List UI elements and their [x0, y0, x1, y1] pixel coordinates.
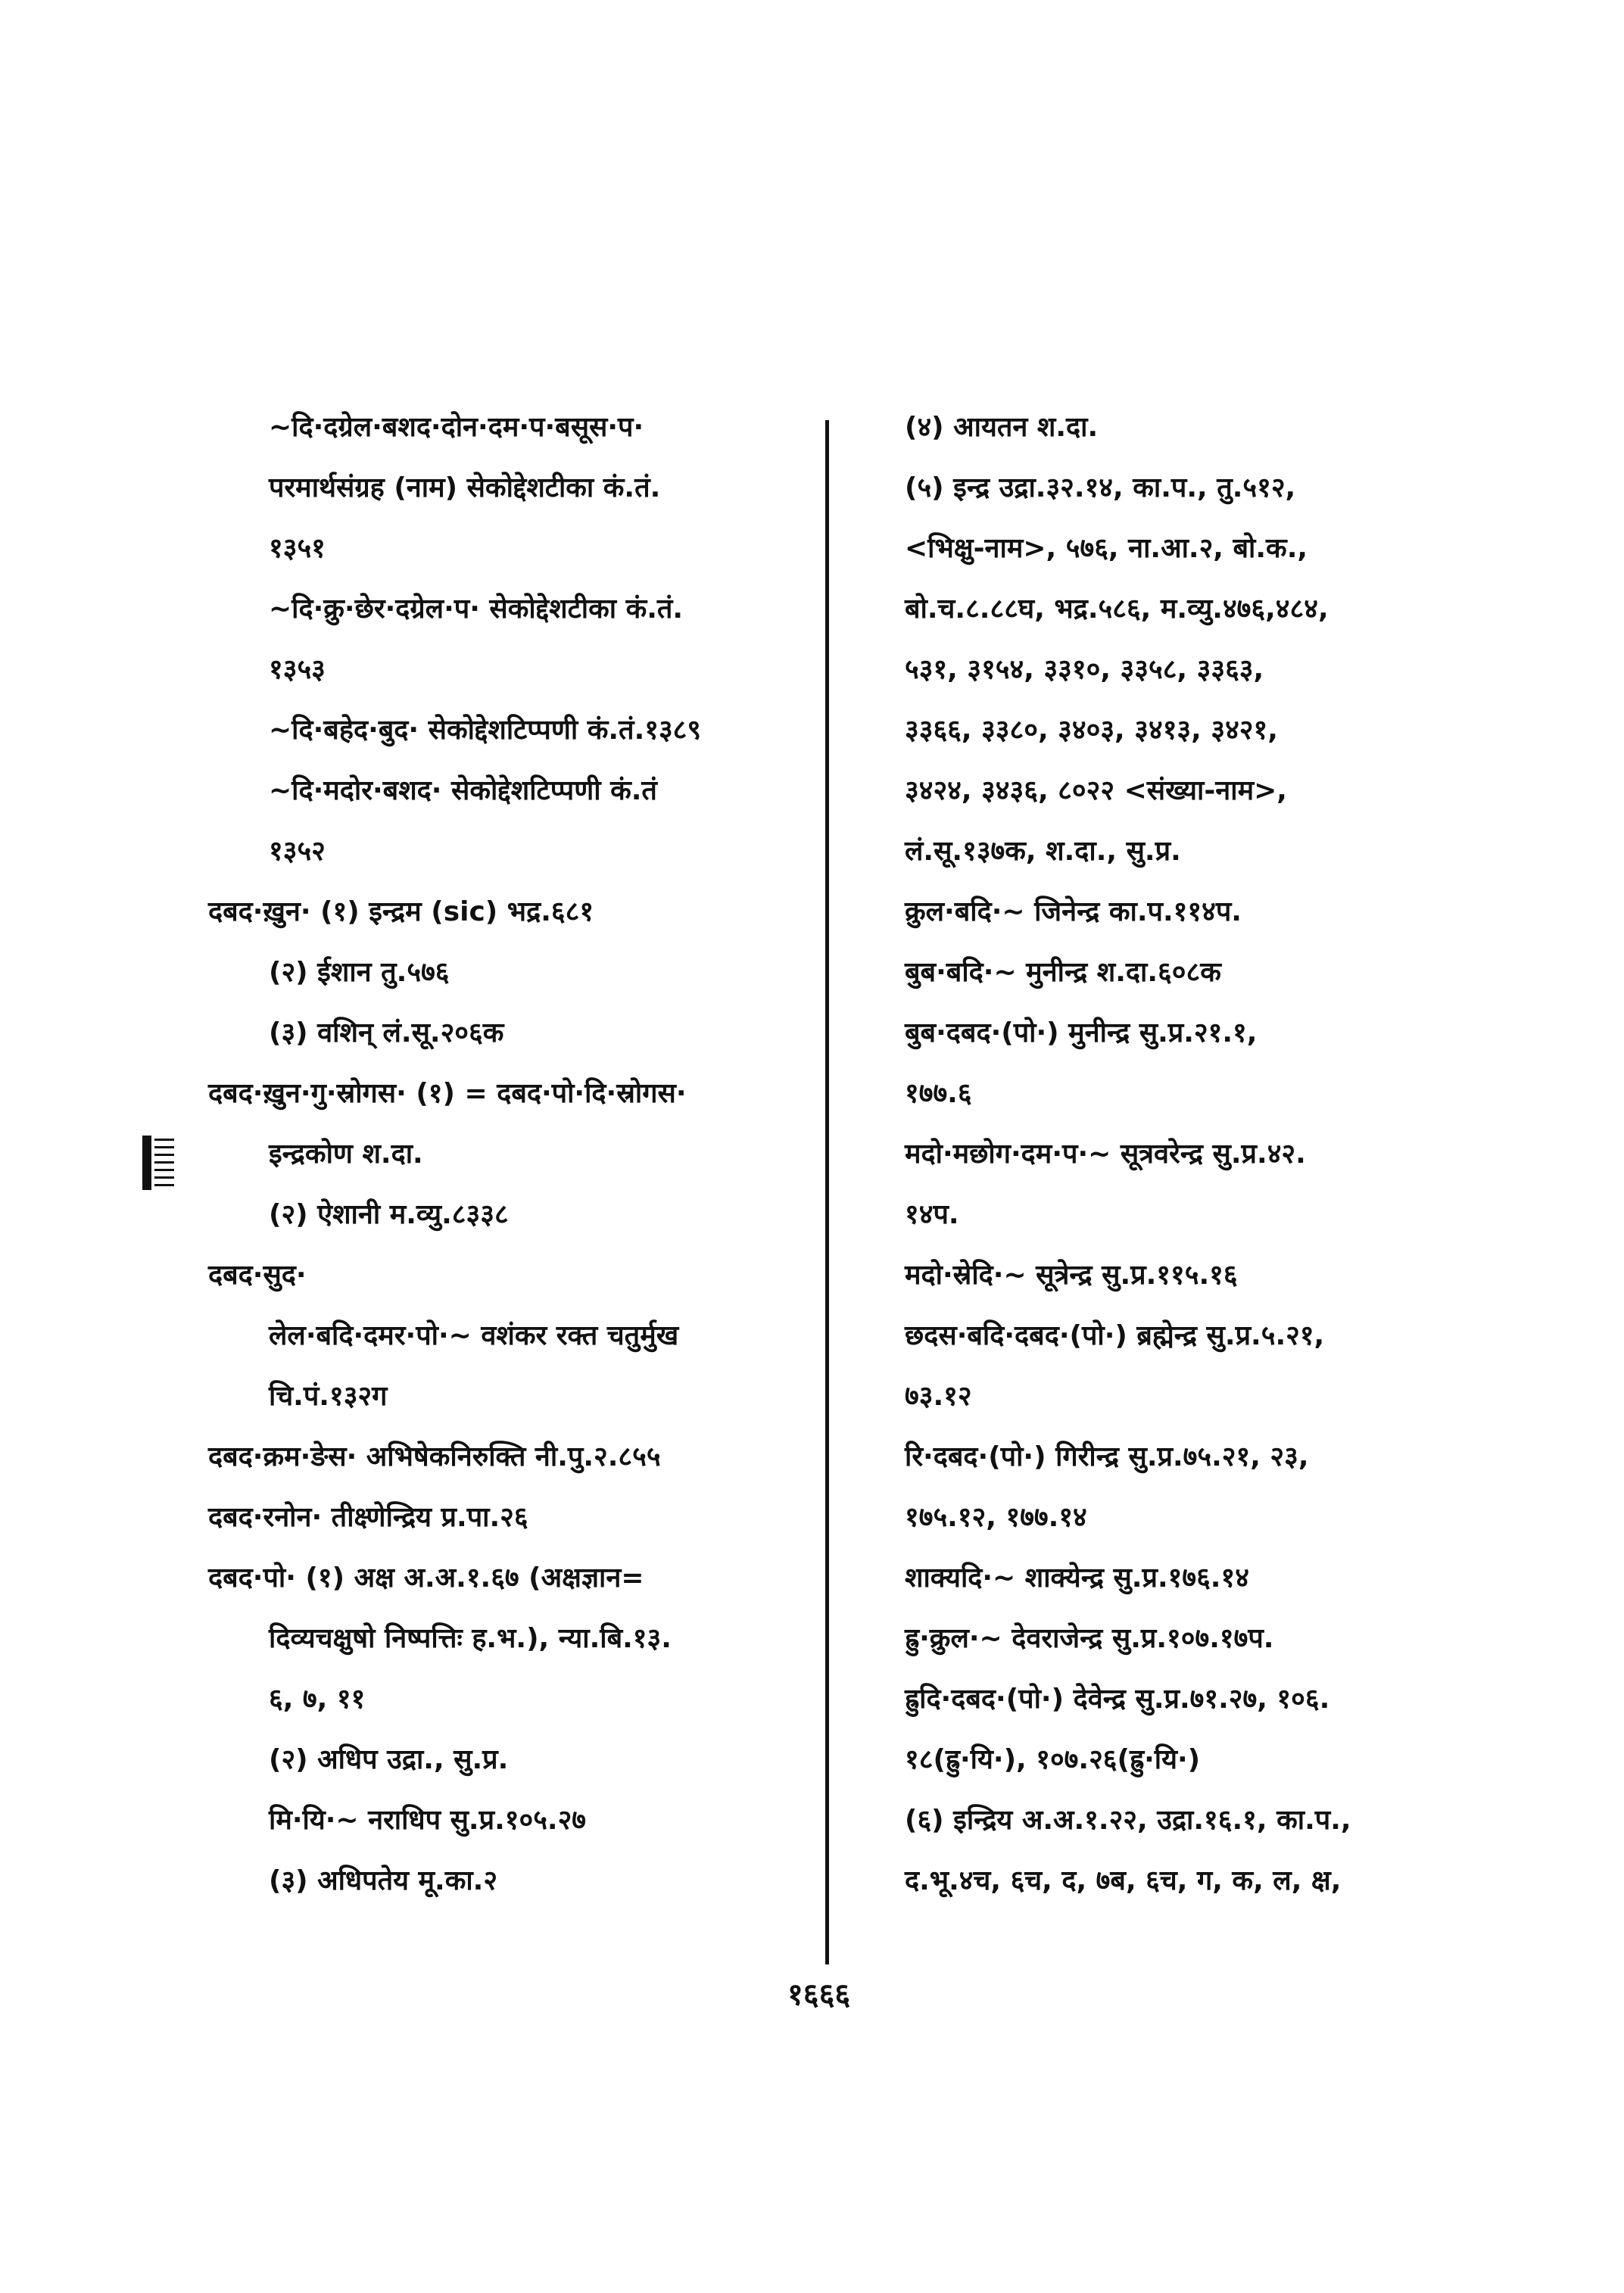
- entry-line: (५) इन्द्र उद्रा.३२.१४, का.प., तु.५१२,: [905, 472, 1296, 503]
- entry-line: (२) ऐशानी म.व्यु.८३३८: [269, 1199, 509, 1230]
- entry-line: शाक्यदि·~ शाक्येन्द्र सु.प्र.१७६.१४: [905, 1562, 1249, 1594]
- entry-line: बुब·बदि·~ मुनीन्द्र श.दा.६०८क: [905, 957, 1221, 988]
- entry-line: ~दि·दग्रेल·बशद·दोन·दम·प·बसूस·प·: [269, 412, 644, 443]
- entry-line: <भिक्षु-नाम>, ५७६, ना.आ.२, बो.क.,: [905, 533, 1308, 564]
- entry-line: (४) आयतन श.दा.: [905, 412, 1099, 443]
- entry-line: ह्रुदि·दबद·(पो·) देवेन्द्र सु.प्र.७१.२७, १०६.: [905, 1684, 1330, 1715]
- entry-line: १३५२: [269, 836, 326, 867]
- headword-line: दबद·ख़ुन·गु·स्रोगस· (१) = दबद·पो·दि·स्रोगस·: [208, 1078, 687, 1109]
- entry-line: बुब·दबद·(पो·) मुनीन्द्र सु.प्र.२१.१,: [905, 1017, 1258, 1048]
- entry-line: १७७.६: [905, 1078, 972, 1109]
- entry-line: छदस·बदि·दबद·(पो·) ब्रह्मेन्द्र सु.प्र.५.२१,: [905, 1320, 1325, 1351]
- entry-line: इन्द्रकोण श.दा.: [269, 1139, 423, 1170]
- headword-line: दबद·क्रम·ङेस· अभिषेकनिरुक्ति नी.पु.२.८५५: [208, 1441, 661, 1472]
- entry-line: ३४२४, ३४३६, ८०२२ <संख्या-नाम>,: [905, 775, 1287, 806]
- entry-line: १३५३: [269, 654, 326, 685]
- entry-line: १७५.१२, १७७.१४: [905, 1502, 1087, 1533]
- entry-line: लं.सू.१३७क, श.दा., सु.प्र.: [905, 836, 1181, 867]
- headword-line: दबद·पो· (१) अक्ष अ.अ.१.६७ (अक्षज्ञान=: [208, 1562, 644, 1594]
- entry-line: मदो·मछोग·दम·प·~ सूत्रवरेन्द्र सु.प्र.४२.: [905, 1139, 1306, 1170]
- entry-line: (६) इन्द्रिय अ.अ.१.२२, उद्रा.१६.१, का.प.,: [905, 1805, 1351, 1836]
- entry-line: रि·दबद·(पो·) गिरीन्द्र सु.प्र.७५.२१, २३,: [905, 1441, 1309, 1472]
- entry-line: ~दि·मदोर·बशद· सेकोद्देशटिप्पणी कं.तं: [269, 775, 657, 806]
- entry-line: १४प.: [905, 1199, 959, 1230]
- entry-line: ~दि·क्रु·छेर·दग्रेल·प· सेकोद्देशटीका कं.तं.: [269, 594, 684, 625]
- entry-line: मि·यि·~ नराधिप सु.प्र.१०५.२७: [269, 1805, 587, 1836]
- entry-line: लेल·बदि·दमर·पो·~ वशंकर रक्त चतुर्मुख: [269, 1320, 679, 1351]
- entry-line: ७३.१२: [905, 1381, 972, 1412]
- entry-line: बो.च.८.८८घ, भद्र.५८६, म.व्यु.४७६,४८४,: [905, 594, 1329, 625]
- entry-line: ~दि·बहेद·बुद· सेकोद्देशटिप्पणी कं.तं.१३८९: [269, 715, 702, 746]
- entry-line: क्रुल·बदि·~ जिनेन्द्र का.प.११४प.: [905, 896, 1242, 927]
- entry-line: दिव्यचक्षुषो निष्पत्तिः ह.भ.), न्या.बि.१३.: [269, 1623, 672, 1654]
- entry-line: मदो·स्रेदि·~ सूत्रेन्द्र सु.प्र.११५.१६: [905, 1260, 1238, 1291]
- page-number: १६६६: [787, 1977, 851, 2012]
- entry-line: ३३६६, ३३८०, ३४०३, ३४१३, ३४२१,: [905, 715, 1278, 746]
- entry-line: ५३१, ३१५४, ३३१०, ३३५८, ३३६३,: [905, 654, 1264, 685]
- entry-line: ६, ७, ११: [269, 1684, 366, 1715]
- entry-line: (२) ईशान तु.५७६: [269, 957, 450, 988]
- entry-line: १३५१: [269, 533, 326, 564]
- entry-line: परमार्थसंग्रह (नाम) सेकोद्देशटीका कं.तं.: [269, 472, 661, 503]
- entry-line: चि.पं.१३२ग: [269, 1381, 388, 1412]
- headword-line: दबद·ख़ुन· (१) इन्द्रम (sic) भद्र.६८१: [208, 896, 594, 927]
- entry-line: ह्रु·क्रुल·~ देवराजेन्द्र सु.प्र.१०७.१७प.: [905, 1623, 1274, 1654]
- headword-line: दबद·सुद·: [208, 1260, 307, 1291]
- entry-line: (३) अधिपतेय मू.का.२: [269, 1865, 498, 1896]
- entry-line: द.भू.४च, ६च, द, ७ब, ६च, ग, क, ल, क्ष,: [905, 1865, 1342, 1896]
- margin-marker-icon: [142, 1136, 176, 1190]
- entry-line: (२) अधिप उद्रा., सु.प्र.: [269, 1744, 509, 1775]
- entry-line: (३) वशिन् लं.सू.२०६क: [269, 1017, 504, 1048]
- headword-line: दबद·रनोन· तीक्ष्णेन्द्रिय प्र.पा.२६: [208, 1502, 528, 1533]
- entry-line: १८(ह्रु·यि·), १०७.२६(ह्रु·यि·): [905, 1744, 1201, 1775]
- column-divider: [825, 420, 829, 1964]
